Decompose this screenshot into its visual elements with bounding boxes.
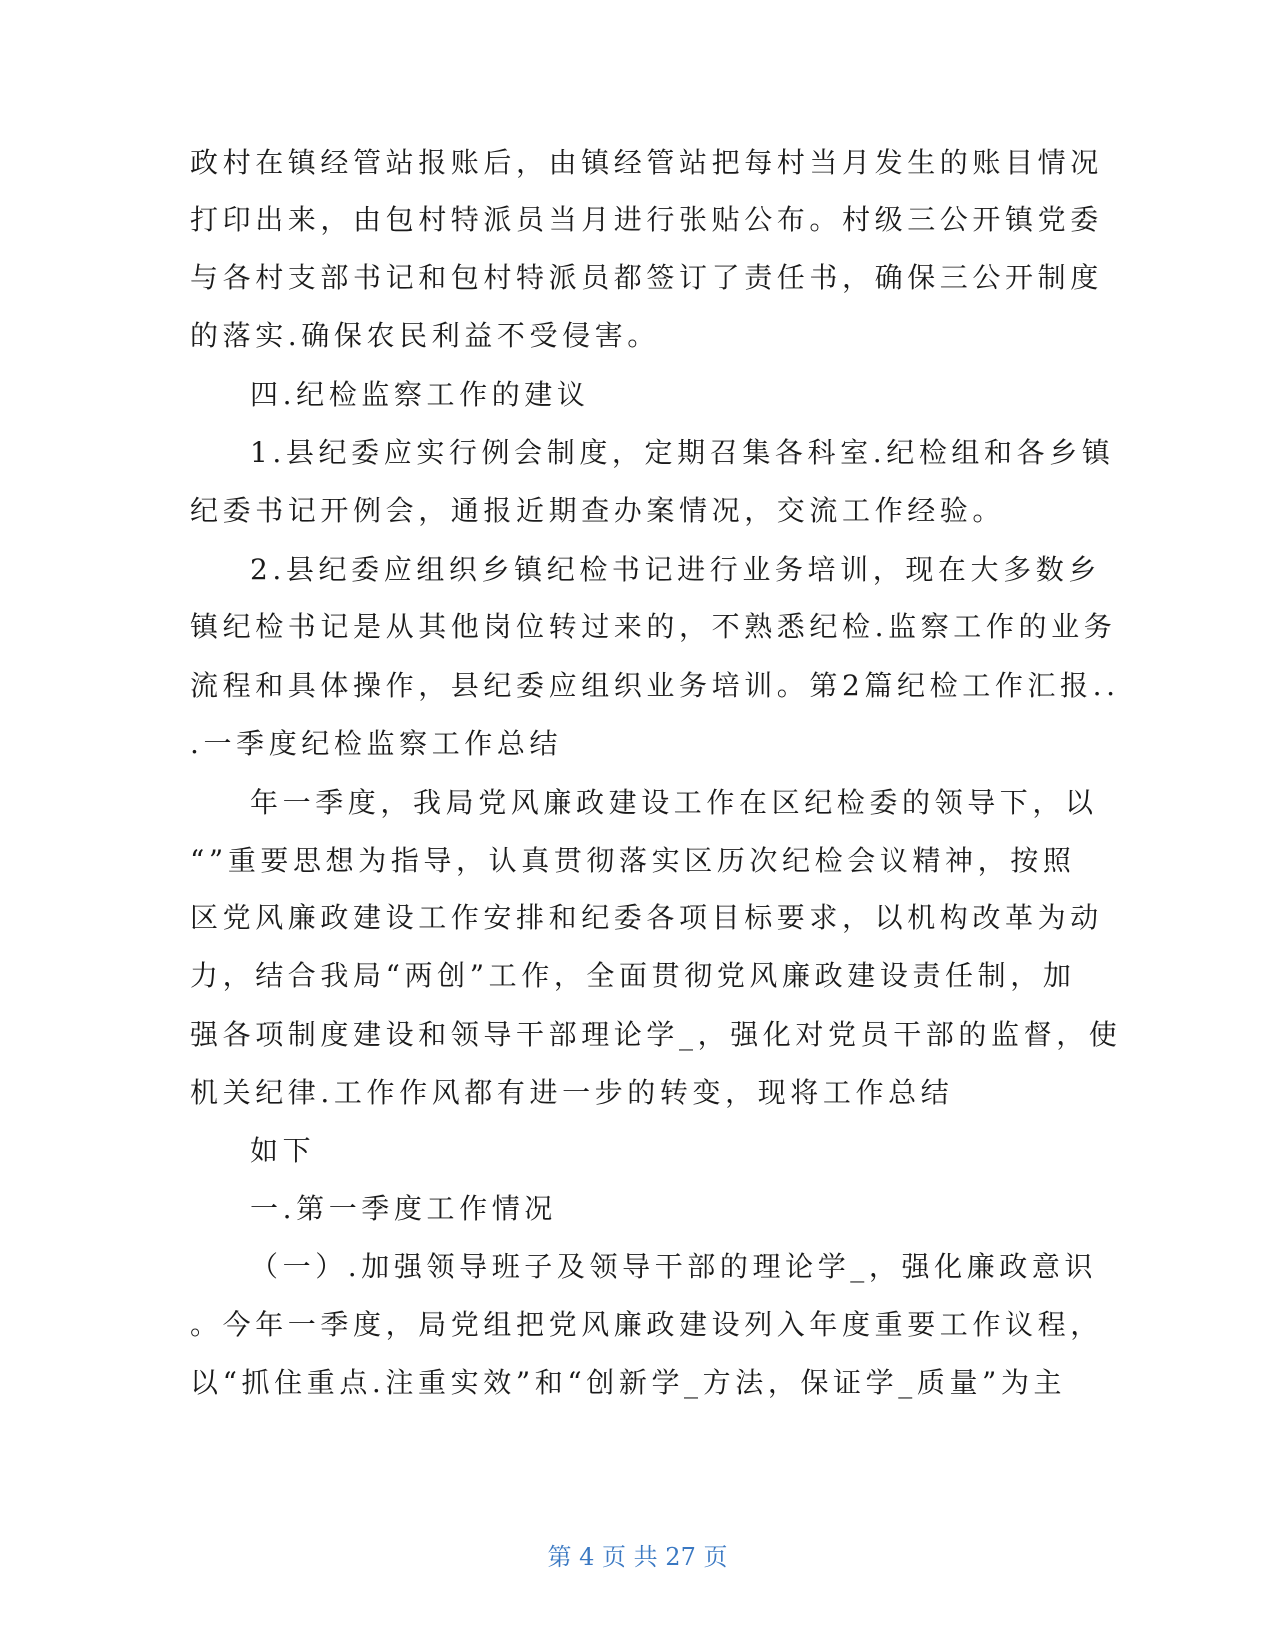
- text-line: 打印出来，由包村特派员当月进行张贴公布。村级三公开镇党委: [190, 203, 1103, 236]
- text-line: 强各项制度建设和领导干部理论学_，强化对党员干部的监督，使: [190, 1018, 1122, 1051]
- text-line: 机关纪律.工作作风都有进一步的转变，现将工作总结: [190, 1076, 954, 1109]
- text-line: 与各村支部书记和包村特派员都签订了责任书，确保三公开制度: [190, 261, 1103, 294]
- text-line: 政村在镇经管站报账后，由镇经管站把每村当月发生的账目情况: [190, 146, 1103, 179]
- text-line: 如下: [250, 1134, 316, 1167]
- text-line: 2.县纪委应组织乡镇纪检书记进行业务培训，现在大多数乡: [250, 553, 1101, 586]
- section-heading: .一季度纪检监察工作总结: [190, 727, 563, 760]
- text-line: 年一季度，我局党风廉政建设工作在区纪检委的领导下，以: [250, 786, 1098, 819]
- text-line: “”重要思想为指导，认真贯彻落实区历次纪检会议精神，按照: [190, 844, 1076, 877]
- text-line: 以“抓住重点.注重实效”和“创新学_方法，保证学_质量”为主: [190, 1366, 1067, 1399]
- section-heading: 一.第一季度工作情况: [250, 1192, 557, 1225]
- text-line: 流程和具体操作，县纪委应组织业务培训。第2篇纪检工作汇报..: [190, 669, 1120, 702]
- text-line: 力，结合我局“两创”工作，全面贯彻党风廉政建设责任制，加: [190, 959, 1076, 992]
- subsection-heading: （一）.加强领导班子及领导干部的理论学_，强化廉政意识: [250, 1250, 1098, 1283]
- section-heading: 四.纪检监察工作的建议: [250, 378, 590, 411]
- text-line: 。今年一季度，局党组把党风廉政建设列入年度重要工作议程，: [190, 1308, 1103, 1341]
- text-line: 纪委书记开例会，通报近期查办案情况，交流工作经验。: [190, 494, 1006, 527]
- text-line: 区党风廉政建设工作安排和纪委各项目标要求，以机构改革为动: [190, 901, 1103, 934]
- text-line: 的落实.确保农民利益不受侵害。: [190, 319, 660, 352]
- text-line: 1.县纪委应实行例会制度，定期召集各科室.纪检组和各乡镇: [250, 436, 1115, 469]
- page-number-footer: 第 4 页 共 27 页: [547, 1543, 728, 1571]
- text-line: 镇纪检书记是从其他岗位转过来的，不熟悉纪检.监察工作的业务: [190, 610, 1117, 643]
